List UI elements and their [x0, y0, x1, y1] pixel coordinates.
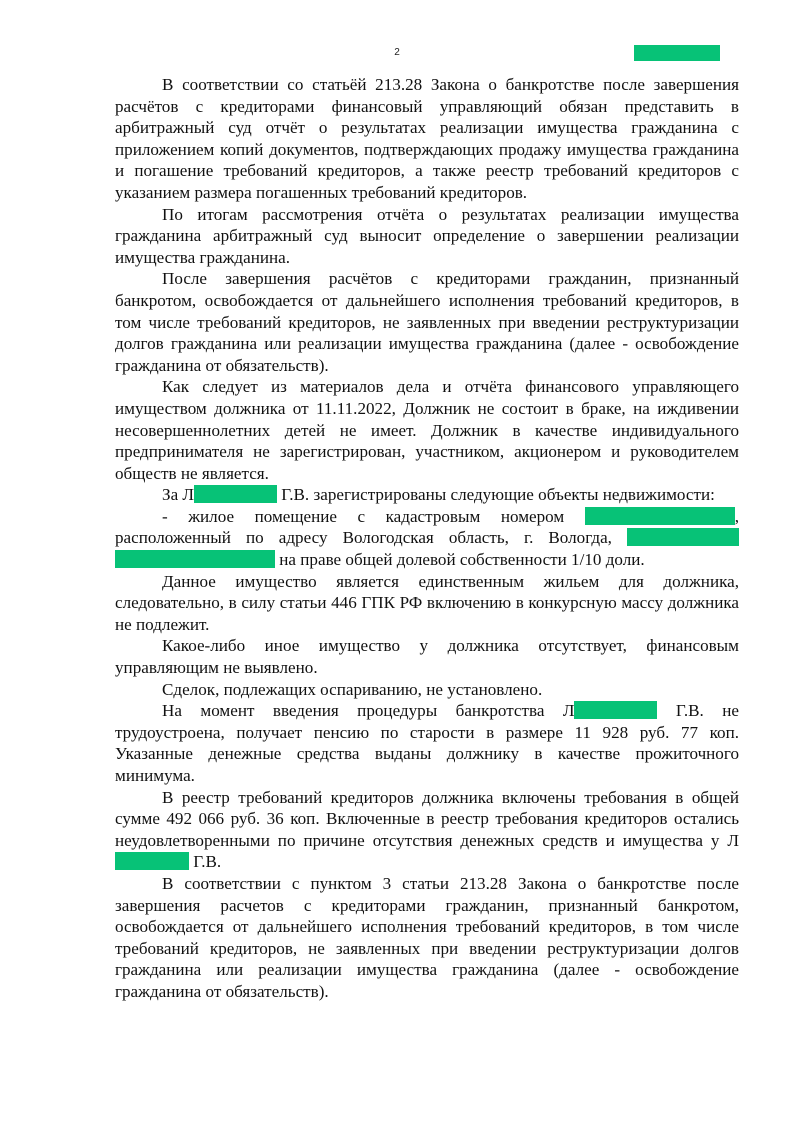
paragraph-11: В реестр требований кредиторов должника включены требования в общей сумме 492 066 руб. 36 коп. Включенные в реестр требования кредиторов остались неудовлетворенными по причине отсутствия денежных средств и имущества у Л Г.В.	[115, 787, 739, 872]
redaction-mark	[194, 485, 277, 503]
paragraph-4: Как следует из материалов дела и отчёта финансового управляющего имуществом должника от 11.11.2022, Должник не состоит в браке, на иждивении несовершеннолетних детей не имеет. Должник в качестве индивидуального предпринимателя не зарегистрирован, участником, акционером и руководителем обществ не является.	[115, 377, 739, 483]
paragraph-5: За Л Г.В. зарегистрированы следующие объекты недвижимости:	[162, 485, 715, 505]
paragraph-9: Сделок, подлежащих оспариванию, не установлено.	[162, 679, 543, 699]
redaction-mark	[115, 550, 275, 568]
document-body	[115, 74, 739, 1003]
page-number: 2	[394, 47, 400, 58]
paragraph-7: Данное имущество является единственным жильем для должника, следовательно, в силу статьи 446 ГПК РФ включению в конкурсную массу должника не подлежит.	[115, 571, 739, 634]
paragraph-2: По итогам рассмотрения отчёта о результатах реализации имущества гражданина арбитражный суд выносит определение о завершении реализации имущества гражданина.	[115, 204, 739, 267]
paragraph-12: В соответствии с пунктом 3 статьи 213.28 Закона о банкротстве после завершения расчетов с кредиторами гражданин, признанный банкротом, освобождается от дальнейшего исполнения требований кредиторов, в том числе требований кредиторов, не заявленных при введении реструктуризации долгов гражданина или реализации имущества гражданина (далее - освобождение гражданина от обязательств).	[115, 873, 739, 1001]
redaction-mark	[115, 852, 189, 870]
redaction-mark	[574, 701, 657, 719]
redaction-mark	[627, 528, 739, 546]
paragraph-3: После завершения расчётов с кредиторами гражданин, признанный банкротом, освобождается от дальнейшего исполнения требований кредиторов, в том числе требований кредиторов, не заявленных при введении реструктуризации долгов гражданина или реализации имущества гражданина (далее - освобождение гражданина от обязательств).	[115, 269, 739, 375]
paragraph-1: В соответствии со статьёй 213.28 Закона о банкротстве после завершения расчётов с кредиторами финансовый управляющий обязан представить в арбитражный суд отчёт о результатах реализации имущества гражданина с приложением копий документов, подтверждающих продажу имущества гражданина и погашение требований кредиторов, а также реестр требований кредиторов с указанием размера погашенных требований кредиторов.	[115, 75, 739, 202]
paragraph-6: - жилое помещение с кадастровым номером , расположенный по адресу Вологодская область, г. Вологда, на праве общей долевой собственности 1/10 доли.	[115, 506, 739, 570]
redaction-mark	[634, 45, 720, 61]
paragraph-8: Какое-либо иное имущество у должника отсутствует, финансовым управляющим не выявлено.	[115, 636, 739, 678]
redaction-mark	[585, 507, 735, 525]
paragraph-10: На момент введения процедуры банкротства Л Г.В. не трудоустроена, получает пенсию по старости в размере 11 928 руб. 77 коп. Указанные денежные средства выданы должнику в качестве прожиточного минимума.	[115, 701, 739, 785]
